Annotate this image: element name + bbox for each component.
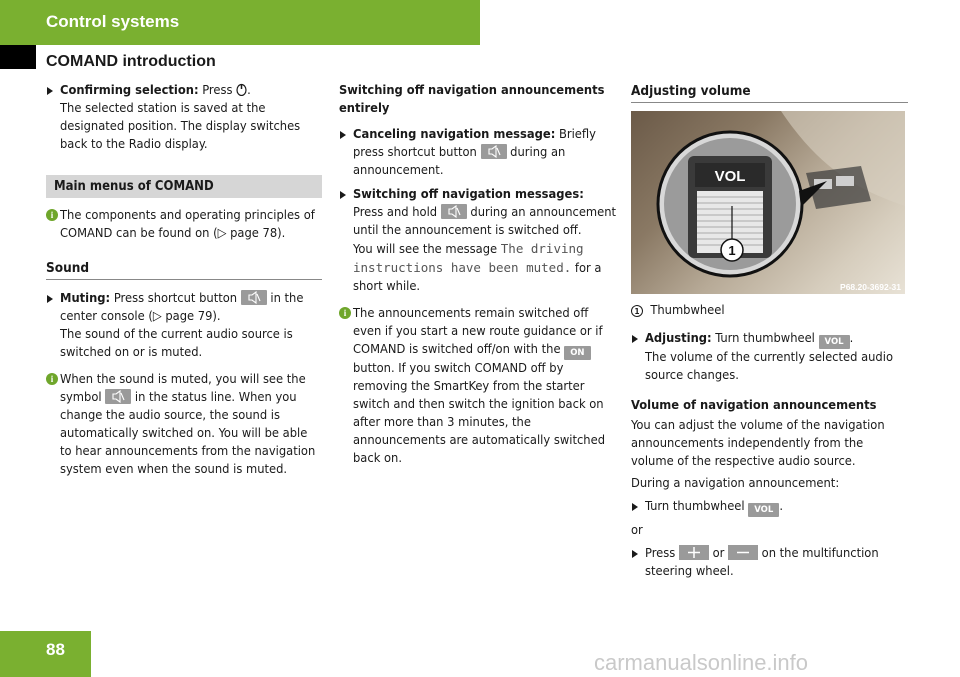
mute-button-icon (241, 290, 267, 305)
on-button-icon: ON (564, 346, 590, 360)
legend-number: 1 (631, 305, 643, 317)
vol-label: VOL (714, 168, 746, 185)
plus-button-icon (679, 545, 709, 560)
info-icon: i (339, 307, 351, 319)
mute-button-icon (481, 144, 507, 159)
volume-heading: Adjusting volume (631, 82, 908, 103)
confirm-step: Confirming selection: Press . The selected station is saved at the designated position. The display switches back to the Radio display. (46, 82, 322, 154)
switchoff-step: Switching off navigation messages: Press and hold during an announcement until the announcement is switched off. You will see the message The driving instructions have been muted. for a short while. (339, 186, 617, 296)
info-icon: i (46, 373, 58, 385)
cancel-step: Canceling navigation message: Briefly press shortcut button during an announcement. (339, 126, 617, 180)
muted-message: The driving instructions have been muted. (353, 241, 584, 275)
photo-code: P68.20-3692-31 (840, 282, 901, 292)
vol-key-icon: VOL (819, 335, 850, 349)
press-step: Press or on the multifunction steering wheel. (631, 545, 908, 581)
page-ref-arrow-icon: ▷ (217, 226, 227, 241)
section-tab (0, 45, 36, 69)
watermark: carmanualsonline.info (594, 650, 809, 675)
nav-info: i The announcements remain switched off even if you start a new route guidance or if COMAND is switched off/on with the ON button. If you switch COMAND off by removing the SmartKey from the starter switch and then switch the ignition back on after more than 3 minutes, the announcements are automatically switched back on. (339, 305, 617, 468)
turn-step: Turn thumbwheel VOL . (631, 498, 908, 517)
muting-step: Muting: Press shortcut button in the center console (▷ page 79). The sound of the current audio source is switched on or is muted. (46, 290, 322, 362)
minus-button-icon (728, 545, 758, 560)
cursor-knob-icon (236, 83, 247, 96)
column-middle (339, 82, 617, 468)
callout-number: 1 (728, 243, 736, 258)
column-right: Adjusting volume VOL 1 P68.20-3692-31 1 Thumbwheel Adjusting: Turn thumbwheel VOL . The volume of the currently selected audio source changes. Volume of navigation announcements You can adjust the volume of the navigation announcements independently from the volume of the respective audio source. During a navigation announcement: Turn thumbwheel VOL . or Press or on the multifunction steering wheel. (631, 82, 908, 581)
adjusting-step: Adjusting: Turn thumbwheel VOL . The volume of the currently selected audio source changes. (631, 330, 908, 385)
section-title: COMAND introduction (46, 53, 216, 70)
chapter-title: Control systems (46, 12, 180, 31)
nav-volume-heading: Volume of navigation announcements (631, 398, 877, 413)
mute-symbol-icon (105, 389, 131, 404)
menus-info: i The components and operating principles of COMAND can be found on (▷ page 78). (46, 207, 322, 243)
mute-button-icon (441, 204, 467, 219)
page-number: 88 (0, 631, 91, 677)
chapter-bar (0, 0, 480, 45)
thumbwheel-illustration (631, 111, 905, 294)
nav-off-heading: Switching off navigation announcements entirely (339, 83, 605, 116)
menus-heading: Main menus of COMAND (46, 175, 322, 198)
info-icon: i (46, 209, 58, 221)
photo-legend: 1 Thumbwheel (631, 302, 908, 320)
thumbwheel-photo (631, 111, 905, 294)
column-left (46, 82, 322, 479)
muted-info: i When the sound is muted, you will see the symbol in the status line. When you change the audio source, the sound is automatically switched on. You will be able to hear announcements from the navigation system even when the sound is muted. (46, 371, 322, 479)
vol-key-icon: VOL (748, 503, 779, 517)
page-ref-arrow-icon: ▷ (152, 309, 162, 324)
sound-heading: Sound (46, 259, 322, 280)
